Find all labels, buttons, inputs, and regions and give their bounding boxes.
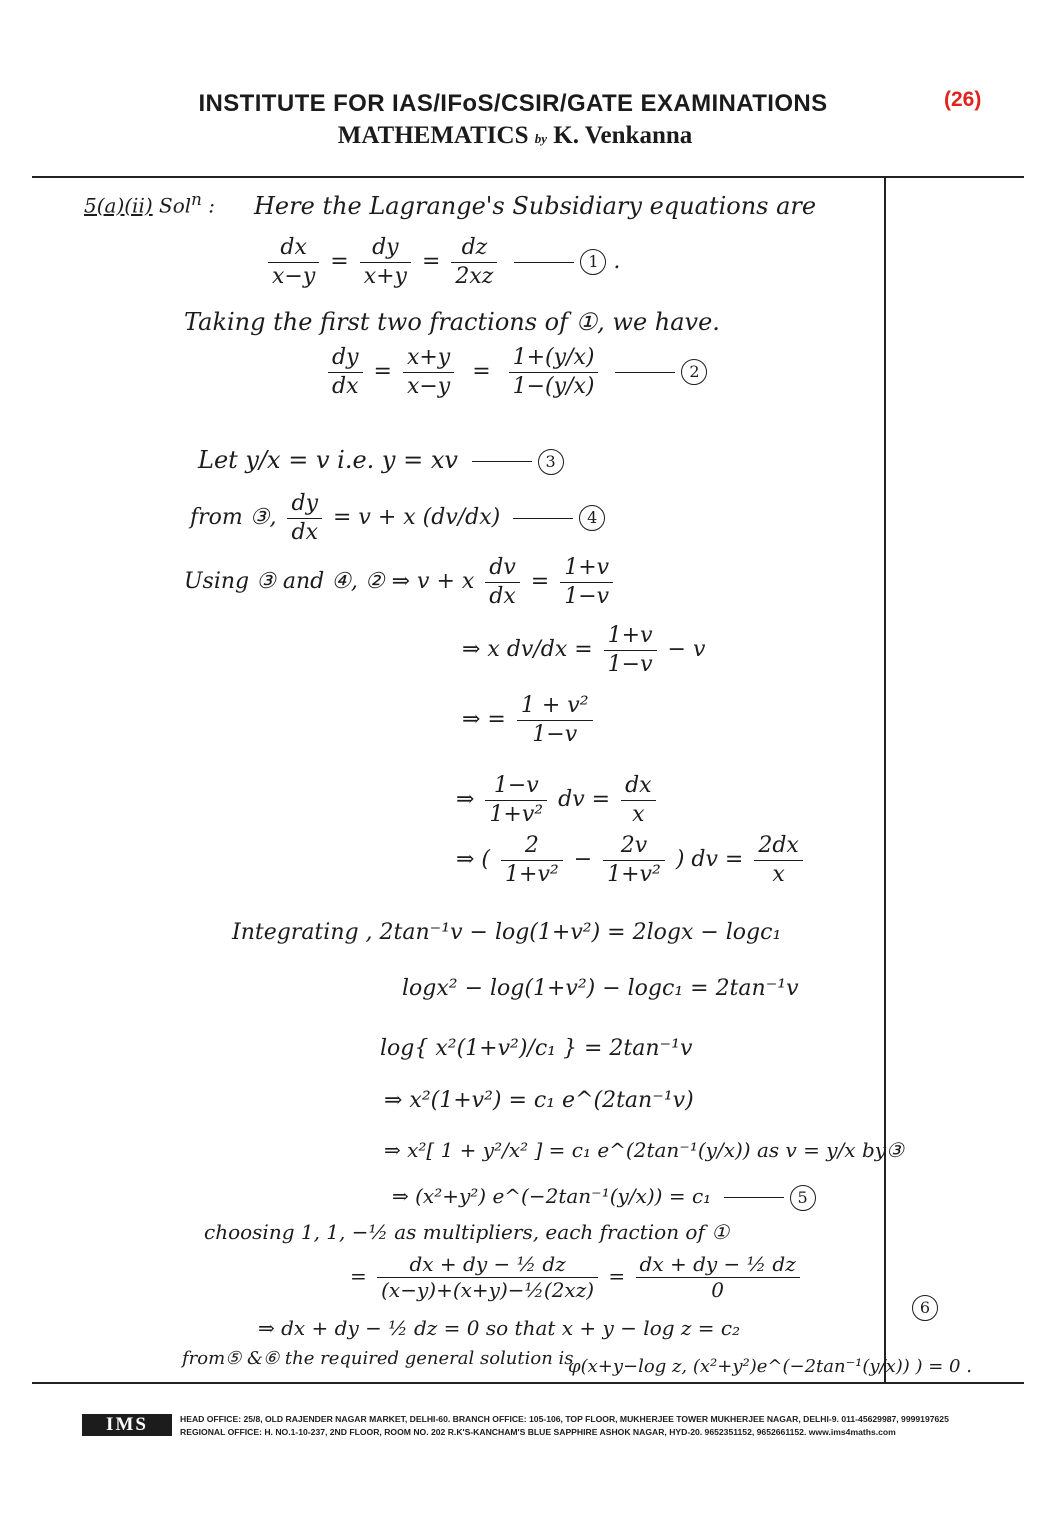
denominator: 1−v <box>532 721 578 747</box>
equation-tag: 6 <box>912 1295 938 1321</box>
integration-step-5: ⇒ x²[ 1 + y²/x² ] = c₁ e^(2tan⁻¹(y/x)) as v = y/x by③ <box>384 1138 904 1162</box>
denominator: 1−v <box>607 651 653 677</box>
fraction <box>604 622 657 678</box>
numerator: 2 <box>501 832 563 861</box>
fraction <box>268 234 319 290</box>
question-number: 5(a)(ii) <box>84 193 153 218</box>
equation-tag: 5 <box>790 1185 816 1211</box>
numerator: 1 + v² <box>517 692 593 721</box>
fraction <box>485 772 547 828</box>
solution-sheet <box>32 176 1024 1384</box>
numerator: dy <box>328 344 363 373</box>
question-label: 5(a)(ii) Sol$^n$ : <box>84 190 215 218</box>
implies-line: ⇒ dx + dy − ½ dz = 0 so that x + y − log z = c₂ <box>258 1316 741 1340</box>
final-prefix: from⑤ &⑥ the required general solution is <box>182 1348 574 1369</box>
equation-4-rhs: = v + x (dv/dx) <box>333 505 501 530</box>
fraction <box>636 1252 800 1303</box>
step-3-mid: dv = <box>558 787 611 812</box>
numerator: dy <box>360 234 411 263</box>
subject-name: MATHEMATICS <box>337 122 529 149</box>
step-1-lhs: ⇒ x dv/dx = <box>462 637 593 662</box>
footer <box>60 1392 1020 1437</box>
denominator: 1−v <box>564 583 610 609</box>
taking-line: Taking the first two fractions of ①, we have. <box>184 308 720 336</box>
integration-step-4: ⇒ x²(1+v²) = c₁ e^(2tan⁻¹v) <box>384 1088 694 1113</box>
integration-step-2: logx² − log(1+v²) − logc₁ = 2tan⁻¹v <box>402 976 799 1001</box>
denominator: x+y <box>363 263 407 289</box>
step-2 <box>462 692 597 748</box>
dash-line <box>472 461 532 462</box>
equation-tag: 2 <box>681 359 707 385</box>
numerator: dx <box>268 234 319 263</box>
step-1-tail: − v <box>667 637 706 662</box>
integration-step-6-text: ⇒ (x²+y²) e^(−2tan⁻¹(y/x)) = c₁ <box>392 1184 712 1208</box>
author-name: K. Venkanna <box>553 122 693 149</box>
fraction <box>360 234 411 290</box>
dash-line <box>514 262 574 263</box>
step-3 <box>456 772 660 828</box>
denominator: 1+v² <box>607 861 661 887</box>
step-4-lhs: ⇒ ( <box>456 847 491 872</box>
equation-3-text: Let y/x = v i.e. y = xv <box>198 446 458 474</box>
numerator: 1+(y/x) <box>509 344 599 373</box>
sol-label: Sol <box>159 193 192 218</box>
numerator: dz <box>451 234 497 263</box>
intro-text: Here the Lagrange's Subsidiary equations are <box>254 192 817 220</box>
fraction <box>501 832 563 888</box>
denominator: 2xz <box>455 263 494 289</box>
sol-sup: n <box>191 190 202 209</box>
numerator: x+y <box>403 344 454 373</box>
equation-6-tag-box <box>912 1294 938 1321</box>
subject-title <box>0 122 1030 150</box>
step-2-lhs: ⇒ = <box>462 707 506 732</box>
denominator: dx <box>332 373 359 399</box>
step-3-lhs: ⇒ <box>456 787 475 812</box>
denominator: dx <box>291 519 318 545</box>
numerator: 2dx <box>754 832 803 861</box>
choose-lhs: = <box>350 1264 367 1288</box>
numerator: 1+v <box>604 622 657 651</box>
numerator: dy <box>287 490 322 519</box>
choose-equation: = $\frac{\text{dx + dy − ½ dz}}{\text{(x−y)+(x+y)−½(2xz)}}$ = $\frac{\text{dx + dy − ½ dz}}{0}$ <box>350 1252 804 1303</box>
denominator: x <box>772 861 785 887</box>
regional-office-address: REGIONAL OFFICE: H. NO.1-10-237, 2ND FLOOR, ROOM NO. 202 R.K'S-KANCHAM'S BLUE SAPPHIRE ASHOK NAGAR, HYD-20. 9652351152, 9652661152. www.ims4maths.com <box>180 1427 896 1437</box>
fraction <box>403 344 454 400</box>
equation-tag: 1 <box>580 249 606 275</box>
choosing-line: choosing 1, 1, −½ as multipliers, each fraction of ① <box>204 1220 730 1244</box>
using-prefix: Using ③ and ④, ② ⇒ v + x <box>184 569 475 594</box>
fraction <box>451 234 497 290</box>
ims-logo: IMS <box>82 1414 172 1436</box>
institute-title: INSTITUTE FOR IAS/IFoS/CSIR/GATE EXAMINATIONS <box>198 90 828 117</box>
fraction <box>754 832 803 888</box>
fraction <box>509 344 599 400</box>
fraction <box>485 554 520 610</box>
by-text: by <box>534 131 548 146</box>
step-4-mid: ) dv = <box>675 847 744 872</box>
integrating-line: Integrating , 2tan⁻¹v − log(1+v²) = 2logx − logc₁ <box>232 920 782 945</box>
head-office-address: HEAD OFFICE: 25/8, OLD RAJENDER NAGAR MARKET, DELHI-60. BRANCH OFFICE: 105-106, TOP FLOOR, MUKHERJEE TOWER MUKHERJEE NAGAR, DELHI-9. 011-45629987, 9999197625 <box>180 1414 949 1424</box>
numerator: dx <box>621 772 656 801</box>
final-solution: φ(x+y−log z, (x²+y²)e^(−2tan⁻¹(y/x)) ) = 0 . <box>568 1356 972 1377</box>
fraction <box>328 344 363 400</box>
equation-3 <box>198 446 564 475</box>
equation-tag: 3 <box>538 449 564 475</box>
numerator: dv <box>485 554 520 583</box>
numerator: dx + dy − ½ dz <box>636 1252 800 1278</box>
fraction <box>621 772 656 828</box>
equation-2: $\frac{dy}{dx}$ = $\frac{x+y}{x-y}$ = $\frac{1+(y/x)}{1-(y/x)}$ 2 <box>324 344 707 400</box>
dash-line <box>724 1197 784 1198</box>
fraction <box>287 490 322 546</box>
equation-4 <box>190 490 605 546</box>
fraction <box>517 692 593 748</box>
fraction <box>377 1252 598 1303</box>
denominator: x <box>632 801 645 827</box>
integration-step-3: log{ x²(1+v²)/c₁ } = 2tan⁻¹v <box>380 1036 693 1061</box>
denominator: 0 <box>711 1278 725 1302</box>
equation-1: $\frac{dx}{x-y}$ = $\frac{dy}{x+y}$ = $\frac{dz}{2xz}$ 1 . <box>264 234 620 290</box>
numerator: dx + dy − ½ dz <box>377 1252 598 1278</box>
fraction <box>560 554 613 610</box>
denominator: 1−(y/x) <box>512 373 595 399</box>
dash-line <box>513 518 573 519</box>
denominator: dx <box>489 583 516 609</box>
margin-rule <box>884 176 886 1384</box>
step-4: ⇒ ( $\frac{2}{\text{1+v²}}$ − $\frac{2v}{\text{1+v²}}$ ) dv = $\frac{2dx}{x}$ <box>456 832 807 888</box>
denominator: 1+v² <box>489 801 544 827</box>
step-1 <box>462 622 705 678</box>
page-number: (26) <box>944 88 982 111</box>
bottom-rule <box>32 1382 1024 1384</box>
denominator: (x−y)+(x+y)−½(2xz) <box>381 1278 595 1302</box>
equation-4-prefix: from ③, <box>190 505 277 530</box>
top-rule <box>32 176 1024 178</box>
equation-tag: 4 <box>579 505 605 531</box>
using-line: Using ③ and ④, ② ⇒ v + x $\frac{dv}{dx}$ = $\frac{1+v}{1-v}$ <box>184 554 617 610</box>
integration-step-6 <box>392 1184 816 1211</box>
numerator: 1−v <box>485 772 547 801</box>
numerator: 2v <box>603 832 665 861</box>
numerator: 1+v <box>560 554 613 583</box>
denominator: 1+v² <box>505 861 559 887</box>
dash-line <box>615 372 675 373</box>
fraction <box>603 832 665 888</box>
denominator: x−y <box>406 373 451 399</box>
denominator: x−y <box>272 263 316 289</box>
